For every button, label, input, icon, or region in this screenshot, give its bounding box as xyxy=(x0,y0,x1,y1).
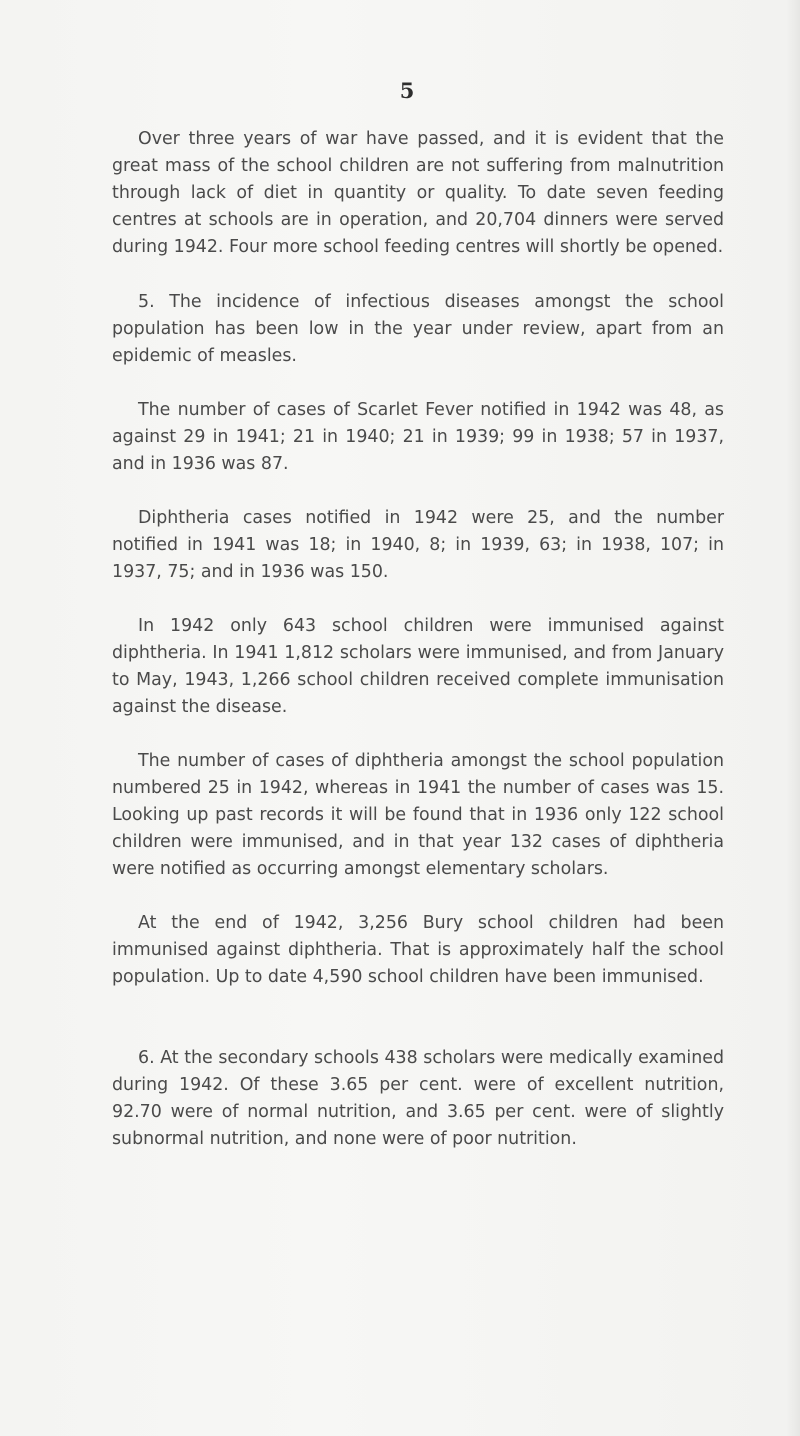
paragraph-immunised-total: At the end of 1942, 3,256 Bury school children had been immunised against diphtheria. That is approximately half the school population. Up to date 4,590 school children have been immunised. xyxy=(112,913,724,987)
page-number: 5 xyxy=(399,78,415,103)
paragraph-infectious-diseases: 5. The incidence of infectious diseases amongst the school population has been low in the year under review, apart from an epidemic of measles. xyxy=(112,292,724,366)
paragraph-diphtheria-cases: Diphtheria cases notified in 1942 were 25, and the number notified in 1941 was 18; in 1940, 8; in 1939, 63; in 1938, 107; in 1937, 75; and in 1936 was 150. xyxy=(112,508,724,582)
paragraph-diphtheria-records: The number of cases of diphtheria amongst the school population numbered 25 in 1942, whereas in 1941 the number of cases was 15. Looking up past records it will be found that in 1936 only 122 school children were immunised, and in that year 132 cases of diphtheria were notified as occurring amongst elementary scholars. xyxy=(112,751,724,879)
paragraph-school-feeding: Over three years of war have passed, and it is evident that the great mass of the school children are not suffering from malnutrition through lack of diet in quantity or quality. To date seven feeding centres at schools are in operation, and 20,704 dinners were served during 1942. Four more school feeding centres will shortly be opened. xyxy=(112,129,724,257)
page-edge-shadow xyxy=(786,0,800,1436)
paragraph-secondary-schools: 6. At the secondary schools 438 scholars were medically examined during 1942. Of these 3.65 per cent. were of excellent nutrition, 92.70 were of normal nutrition, and 3.65 per cent. were of slightly subnormal nutrition, and none were of poor nutrition. xyxy=(112,1048,724,1149)
paragraph-immunisation-1942: In 1942 only 643 school children were immunised against diphtheria. In 1941 1,812 scholars were immunised, and from January to May, 1943, 1,266 school children received complete immunisation against the disease. xyxy=(112,616,724,717)
paragraph-scarlet-fever: The number of cases of Scarlet Fever notified in 1942 was 48, as against 29 in 1941; 21 in 1940; 21 in 1939; 99 in 1938; 57 in 1937, and in 1936 was 87. xyxy=(112,400,724,474)
